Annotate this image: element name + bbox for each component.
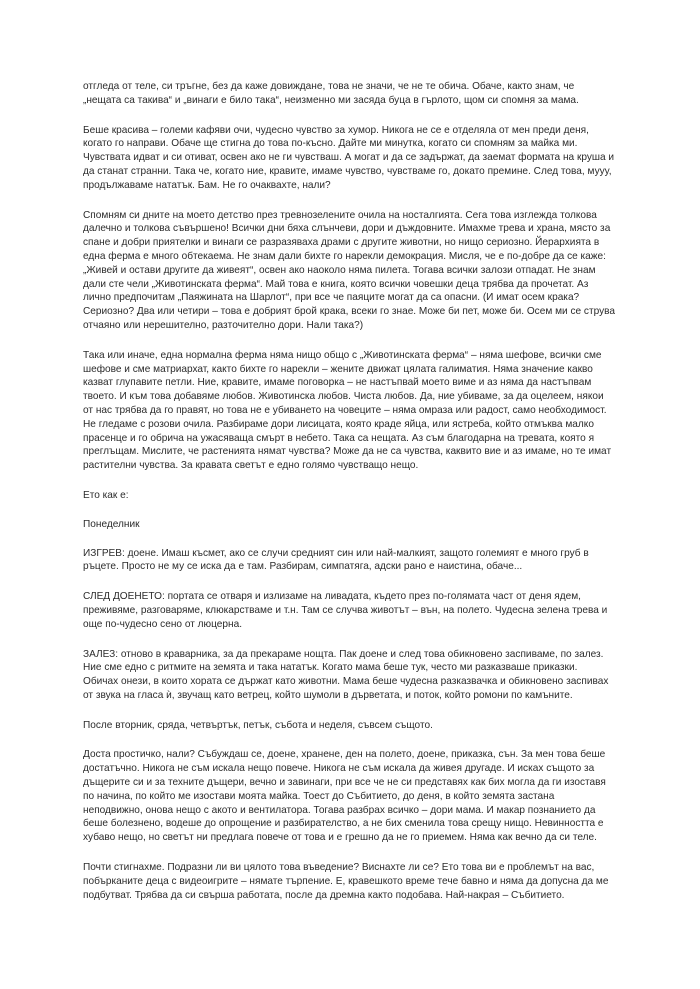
paragraph-after-milking: СЛЕД ДОЕНЕТО: портата се отваря и излизаме на ливадата, където през по-голямата част от деня ядем, преживяме, разговаряме, клюкарстваме и т.н. Там се случва животът – вън, на полето. Чудесна зелена трева и още по-чудесно сено от люцерна.	[83, 591, 608, 630]
document-body	[83, 80, 615, 918]
paragraph: Доста простичко, нали? Събуждаш се, доене, хранене, ден на полето, доене, приказка, сън. За мен това беше достатъчно. Никога не съм искала нещо повече. Никога не съм искала да живея другаде. И исках същото за дъщерите си и за техните дъщери, вечно и завинаги, при все че не си представях как бих могла да ги изоставя по начина, по който ме изостави моята майка. Тоест до Събитието, до деня, в който земята застана неподвижно, онова нещо с акото и вентилатора. Тогава разбрах всичко – дори мама. И макар познанието да беше болезнено, водеше до опрощение и разбирателство, а не бих сменила това срещу нищо. Невинността е хубаво нещо, но светът ни предлага повече от това и е грешно да не го приемем. Няма как вечно да си теле.	[83, 749, 606, 844]
paragraph-sunset: ЗАЛЕЗ: отново в краварника, за да прекараме нощта. Пак доене и след това обикновено заспиваме, по залез. Ние сме едно с ритмите на земята и така нататък. Когато мама беше тук, често ми разказваше приказки. Обичах онези, в които хората се държат като животни. Мама беше чудесна разказвачка и обикновено заспивах от звука на гласа ѝ, звучащ като ветрец, който шумоли в дърветата, и поток, който ромони по камъните.	[83, 648, 609, 701]
paragraph-intro-line: Ето как е:	[83, 489, 129, 501]
paragraph: Така или иначе, една нормална ферма няма нищо общо с „Животинската ферма“ – няма шефове, всички сме шефове и сме матриархат, както бихте го нарекли – жените движат цялата галиматия. Няма значение какво казват глупавите петли. Ние, кравите, имаме поговорка – не настъпвай моето виме и аз няма да настъпвам твоето. И към това добавяме любов. Животинска любов. Чиста любов. Да, ние убиваме, за да оцелеем, някои от нас трябва да го правят, но това не е убиването на човеците – няма омраза или радост, само необходимост. Не гледаме с розови очила. Разбираме дори лисицата, която краде яйца, или ястреба, който отмъква малко прасенце и го обрича на ужасяваща смърт в небето. Така са нещата. Аз съм благодарна на тревата, която я преглъщам. Мислите, че растенията нямат чувства? Може да не са чувства, каквито вие и аз имаме, но те имат растителни чувства. За кравата светът е едно голямо чувстващо нещо.	[83, 349, 612, 472]
paragraph-sunrise: ИЗГРЕВ: доене. Имаш късмет, ако се случи средният син или най-малкият, защото големият е много груб в ръцете. Просто не му се иска да е там. Разбирам, симпатяга, адски рано е наистина, обаче...	[83, 547, 589, 573]
paragraph: Спомням си дните на моето детство през тревнозелените очила на носталгията. Сега това изглежда толкова далечно и толкова съвършено! Всички дни бяха слънчеви, дори и дъждовните. Имахме трева и храна, място за спане и добри приятелки и винаги се разразяваха драми с другите животни, но нищо сериозно. Йерархията в една ферма е много обтекаема. Не знам дали бихте го нарекли демокрация. Мисля, че е по-добре да се каже: „Живей и остави другите да живеят“, освен ако наоколо няма пилета. Тогава всички залози отпадат. Не знам дали сте чели „Животинската ферма“. Май това е книга, която всички човешки деца трябва да прочетат. Аз лично предпочитам „Паяжината на Шарлот“, при все че паяците могат да са опасни. (И имат осем крака? Сериозно? Два или четири – това е добрият брой крака, всеки го знае. Може би пет, може би. Осем ми се струва отчаяно или нерешително, разточително дори. Нали така?)	[83, 209, 616, 331]
paragraph: Почти стигнахме. Подразни ли ви цялото това въведение? Виснахте ли се? Ето това ви е проблемът на вас, побърканите деца с видеоигрите – нямате търпение. Е, кравешкото време тече бавно и няма да допусна да ме подбутват. Трябва да си свърша работата, после да дремна както подобава. Най-накрая – Събитието.	[83, 862, 609, 901]
paragraph-day-heading: Понеделник	[83, 518, 140, 530]
paragraph: отгледа от теле, си тръгне, без да каже довиждане, това не значи, че не те обича. Обаче, както знам, че „нещата са такива“ и „винаги е било така“, неизменно ми засяда буца в гърлото, щом си спомня за мама.	[83, 81, 579, 106]
paragraph: Беше красива – големи кафяви очи, чудесно чувство за хумор. Никога не се е отделяла от мен преди деня, когато го направи. Обаче ще стигна до това по-късно. Дайте ми минутка, когато си спомням за майка ми. Чувствата идват и си отиват, освен ако не ги чувстваш. А могат и да се задържат, да заемат формата на круша и да станат странни. Така че, когато ние, кравите, имаме чувство, чувстваме го, докато премине. След това, мууу, продължаваме нататък. Бам. Не го очаквахте, нали?	[83, 124, 615, 191]
paragraph-other-days: После вторник, сряда, четвъртък, петък, събота и неделя, съвсем същото.	[83, 719, 433, 731]
